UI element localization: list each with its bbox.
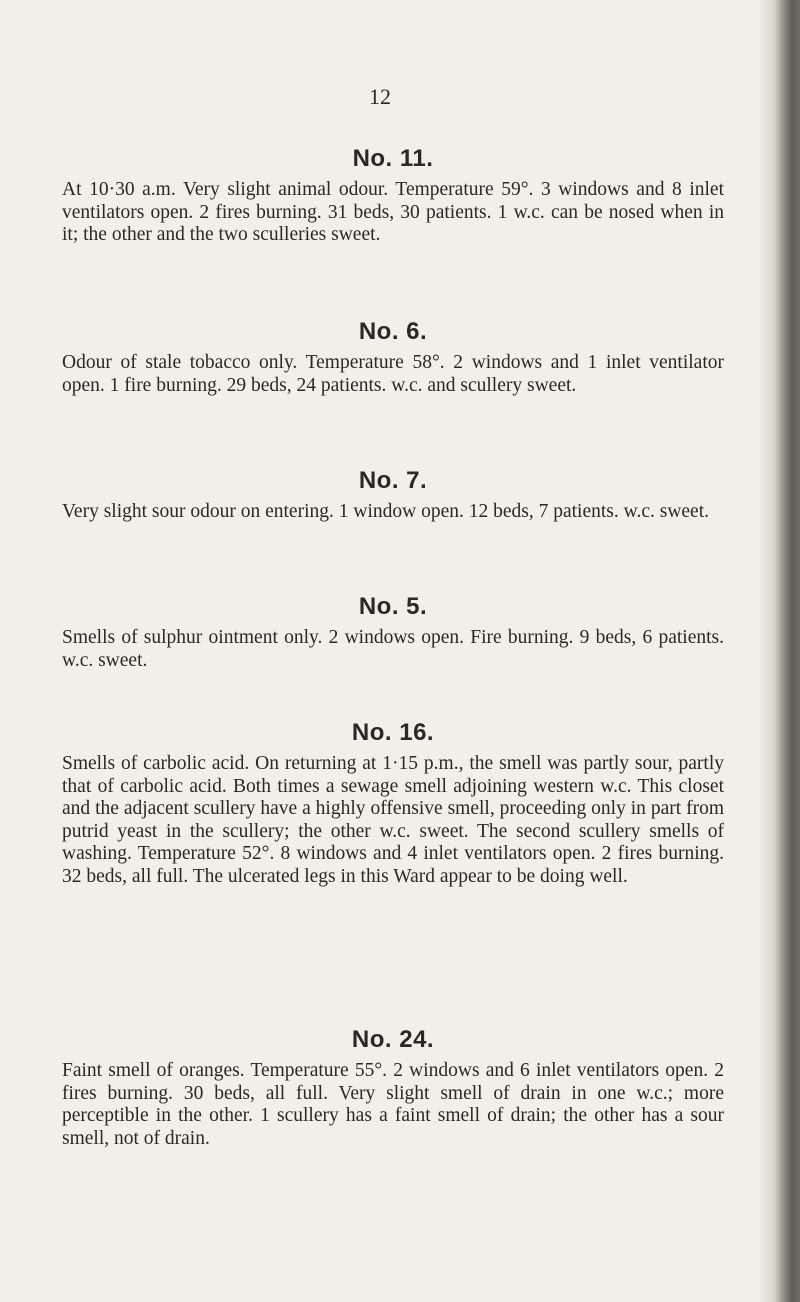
entry-text: Smells of sulphur ointment only. 2 windows open. Fire burning. 9 beds, 6 patients. w.c. sweet. [62, 627, 724, 671]
entry-ward-7 [62, 467, 724, 524]
entry-text: Odour of stale tobacco only. Temperature 58°. 2 windows and 1 inlet ventilator open. 1 fire burning. 29 beds, 24 patients. w.c. and scullery sweet. [62, 352, 724, 396]
entry-heading: No. 5. [358, 593, 428, 620]
entry-heading: No. 7. [358, 467, 428, 494]
entry-ward-24 [62, 1026, 724, 1150]
entry-heading: No. 16. [351, 719, 435, 746]
entry-ward-16 [62, 719, 724, 888]
entry-heading: No. 6. [358, 318, 428, 345]
entry-text: At 10·30 a.m. Very slight animal odour. Temperature 59°. 3 windows and 8 inlet ventilators open. 2 fires burning. 31 beds, 30 patients. 1 w.c. can be nosed when in it; the other and the two sculleries sweet. [62, 179, 724, 245]
entry-heading: No. 24. [351, 1026, 435, 1053]
entry-ward-11 [62, 145, 724, 247]
entry-text: Very slight sour odour on entering. 1 window open. 12 beds, 7 patients. w.c. sweet. [62, 501, 710, 522]
entry-ward-6 [62, 318, 724, 397]
page-number: 12 [369, 84, 391, 109]
entry-text: Faint smell of oranges. Temperature 55°. 2 windows and 6 inlet ventilators open. 2 fires burning. 30 beds, all full. Very slight smell of drain in one w.c.; more perceptible in the other. 1 scullery has a faint smell of drain; the other has a sour smell, not of drain. [62, 1060, 724, 1149]
entry-ward-5 [62, 593, 724, 672]
entry-text: Smells of carbolic acid. On returning at 1·15 p.m., the smell was partly sour, partly that of carbolic acid. Both times a sewage smell adjoining western w.c. This closet and the adjacent scullery have a highly offensive smell, proceeding only in part from putrid yeast in the scullery; the other w.c. sweet. The second scullery smells of washing. Temperature 52°. 8 windows and 4 inlet ventilators open. 2 fires burning. 32 beds, all full. The ulcerated legs in this Ward appear to be doing well. [62, 753, 724, 887]
entry-heading: No. 11. [352, 145, 434, 172]
page-edge-shadow [760, 0, 800, 1302]
